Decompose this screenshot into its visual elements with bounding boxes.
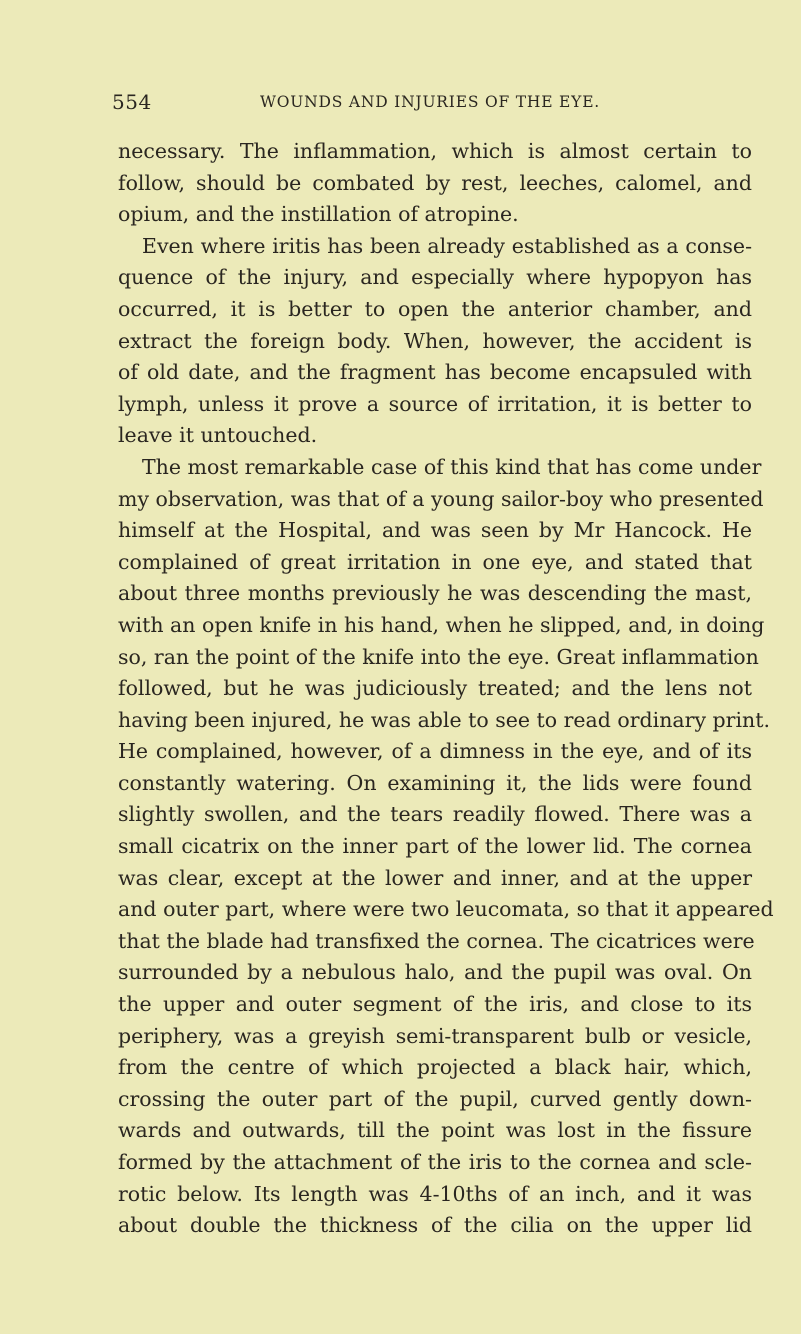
- text-line: constantly watering. On examining it, the lids were found: [118, 770, 752, 795]
- running-title: WOUNDS AND INJURIES OF THE EYE.: [260, 93, 601, 111]
- text-line: of old date, and the fragment has become encapsuled with: [118, 360, 752, 385]
- text-line: necessary. The inflammation, which is almost certain to: [118, 139, 752, 163]
- text-line: opium, and the instillation of atropine.: [118, 202, 519, 227]
- text-line: and outer part, where were two leucomata, so that it appeared: [118, 897, 774, 922]
- text-line: rotic below. Its length was 4-10ths of an inch, and it was: [118, 1181, 752, 1206]
- text-line: from the centre of which projected a black hair, which,: [118, 1055, 752, 1080]
- text-line: formed by the attachment of the iris to the cornea and scle-: [118, 1150, 752, 1174]
- text-line: crossing the outer part of the pupil, curved gently down-: [118, 1086, 752, 1111]
- paragraph-first-line: The most remarkable case of this kind that has come under: [142, 454, 762, 479]
- text-line: small cicatrix on the inner part of the lower lid. The cornea: [118, 834, 752, 859]
- paragraph-first-line: Even where iritis has been already established as a conse-: [142, 233, 752, 258]
- body-text: [118, 136, 774, 1242]
- text-line: my observation, was that of a young sailor-boy who presented: [118, 486, 764, 511]
- text-line: periphery, was a greyish semi-transparent bulb or vesicle,: [118, 1023, 752, 1048]
- text-line: leave it untouched.: [118, 423, 318, 448]
- text-line: with an open knife in his hand, when he slipped, and, in doing: [118, 612, 765, 637]
- text-line: having been injured, he was able to see to read ordinary print.: [118, 707, 770, 732]
- text-line: extract the foreign body. When, however, the accident is: [118, 328, 752, 353]
- text-line: complained of great irritation in one eye, and stated that: [118, 549, 752, 574]
- text-line: wards and outwards, till the point was lost in the fissure: [118, 1118, 752, 1143]
- text-line: about double the thickness of the cilia on the upper lid: [118, 1213, 752, 1238]
- text-line: himself at the Hospital, and was seen by Mr Hancock. He: [118, 518, 752, 543]
- text-line: follow, should be combated by rest, leeches, calomel, and: [118, 170, 752, 195]
- text-line: followed, but he was judiciously treated; and the lens not: [118, 676, 752, 701]
- text-line: He complained, however, of a dimness in the eye, and of its: [118, 739, 752, 764]
- text-line: quence of the injury, and especially where hypopyon has: [118, 265, 752, 290]
- page-number: 554: [112, 90, 152, 114]
- text-line: slightly swollen, and the tears readily flowed. There was a: [118, 802, 752, 827]
- text-line: occurred, it is better to open the anterior chamber, and: [118, 296, 752, 321]
- text-line: that the blade had transfixed the cornea. The cicatrices were: [118, 928, 755, 953]
- running-head: [112, 90, 752, 118]
- text-line: surrounded by a nebulous halo, and the pupil was oval. On: [118, 960, 752, 985]
- text-line: about three months previously he was descending the mast,: [118, 581, 752, 606]
- text-line: so, ran the point of the knife into the eye. Great inflammation: [118, 644, 759, 669]
- text-line: was clear, except at the lower and inner, and at the upper: [118, 865, 752, 890]
- text-line: lymph, unless it prove a source of irritation, it is better to: [118, 391, 752, 416]
- text-line: the upper and outer segment of the iris, and close to its: [118, 992, 752, 1017]
